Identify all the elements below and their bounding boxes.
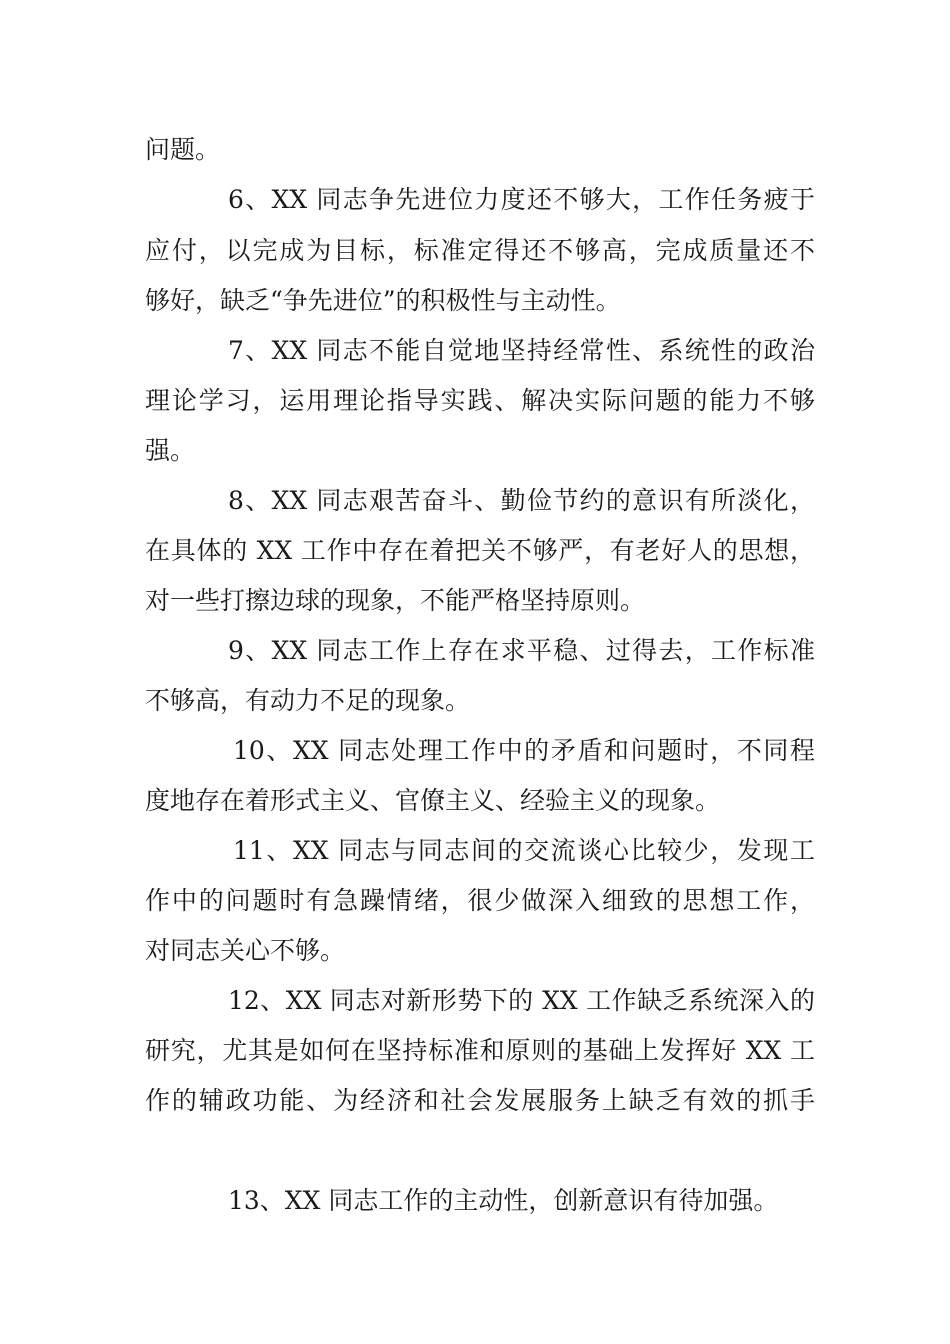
item-12-line-2: 研究，尤其是如何在坚持标准和原则的基础上发挥好 XX 工 <box>145 1036 815 1065</box>
item-13-line-1: 13、XX 同志工作的主动性，创新意识有待加强。 <box>228 1186 779 1215</box>
item-8-line-3: 对一些打擦边球的现象，不能严格坚持原则。 <box>145 586 646 615</box>
item-7-line-3: 强。 <box>145 436 196 465</box>
text-line: 问题。 <box>145 135 221 164</box>
item-8-line-2: 在具体的 XX 工作中存在着把关不够严，有老好人的思想， <box>145 536 815 565</box>
item-6-line-1: 6、XX 同志争先进位力度还不够大，工作任务疲于 <box>228 185 815 214</box>
item-10-line-1: 10、XX 同志处理工作中的矛盾和问题时，不同程 <box>233 736 815 765</box>
item-9-line-2: 不够高，有动力不足的现象。 <box>145 686 471 715</box>
item-8-line-1: 8、XX 同志艰苦奋斗、勤俭节约的意识有所淡化， <box>228 486 815 515</box>
item-11-line-2: 作中的问题时有急躁情绪，很少做深入细致的思想工作， <box>145 886 815 915</box>
item-9-line-1: 9、XX 同志工作上存在求平稳、过得去，工作标准 <box>228 636 815 665</box>
item-12-line-1: 12、XX 同志对新形势下的 XX 工作缺乏系统深入的 <box>228 986 815 1015</box>
item-6-line-2: 应付，以完成为目标，标准定得还不够高，完成质量还不 <box>145 236 815 265</box>
item-10-line-2: 度地存在着形式主义、官僚主义、经验主义的现象。 <box>145 786 721 815</box>
item-12-line-3: 作的辅政功能、为经济和社会发展服务上缺乏有效的抓手 <box>145 1086 815 1115</box>
item-11-line-3: 对同志关心不够。 <box>145 936 346 965</box>
item-7-line-2: 理论学习，运用理论指导实践、解决实际问题的能力不够 <box>145 386 815 415</box>
item-6-line-3: 够好，缺乏“争先进位”的积极性与主动性。 <box>145 286 621 315</box>
item-11-line-1: 11、XX 同志与同志间的交流谈心比较少，发现工 <box>233 836 815 865</box>
item-7-line-1: 7、XX 同志不能自觉地坚持经常性、系统性的政治 <box>228 336 815 365</box>
